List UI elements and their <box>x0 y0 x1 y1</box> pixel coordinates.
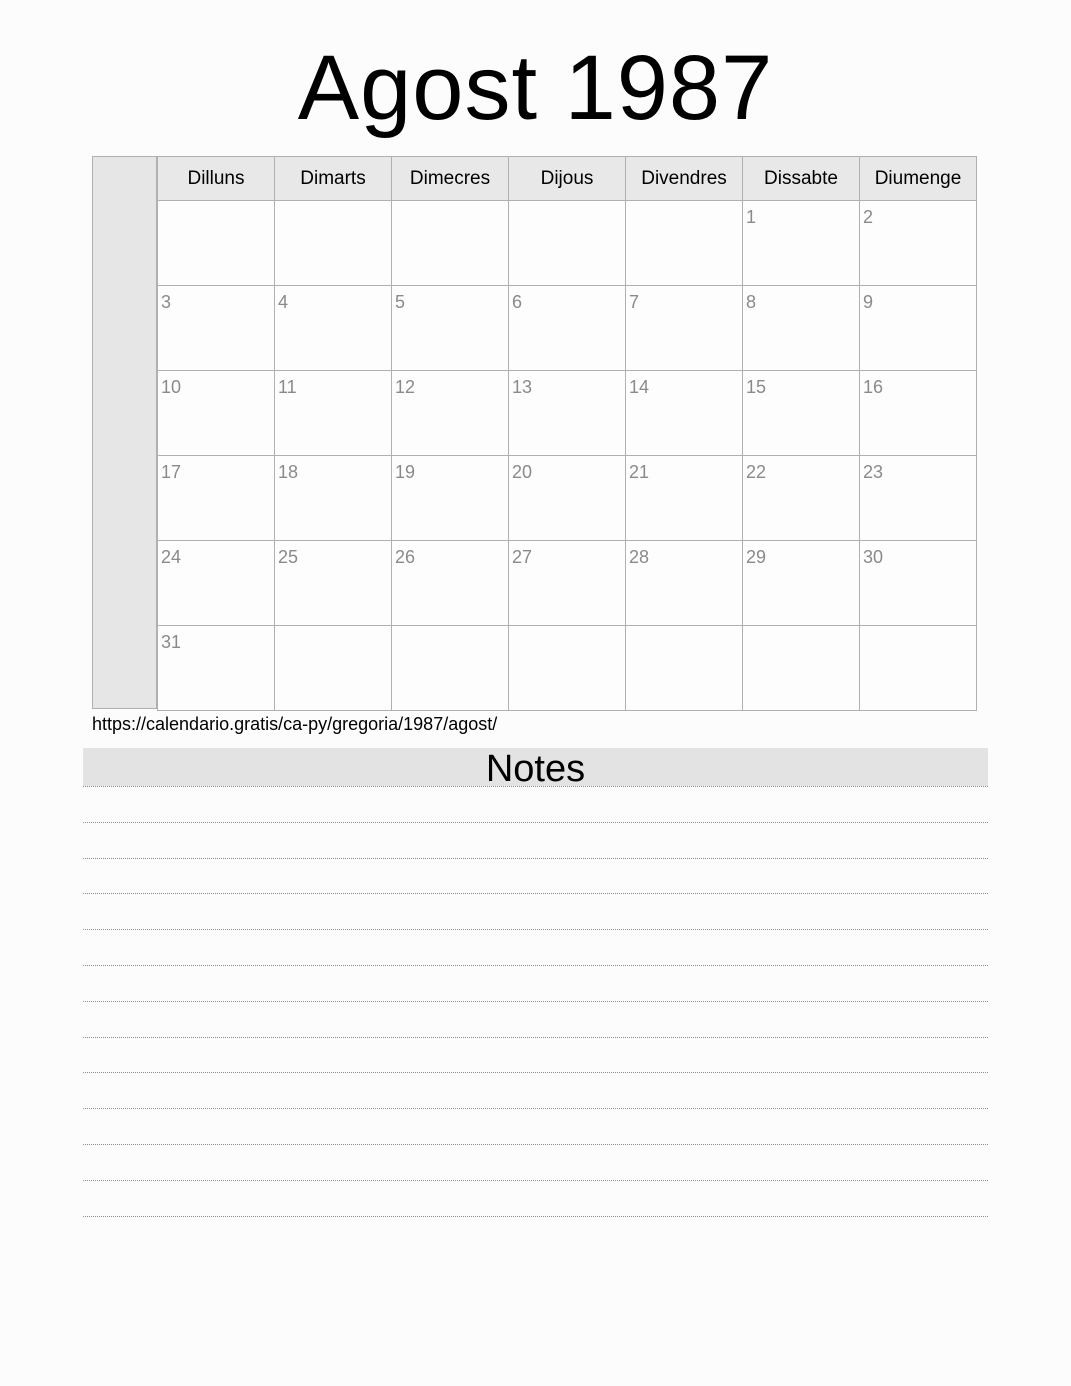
day-cell <box>626 371 743 456</box>
day-number: 14 <box>629 377 650 397</box>
day-cell <box>509 456 626 541</box>
day-cell <box>392 626 509 711</box>
day-cell <box>509 541 626 626</box>
day-cell <box>158 626 275 711</box>
day-number: 25 <box>278 547 299 567</box>
day-cell <box>626 201 743 286</box>
day-number: 7 <box>629 292 640 312</box>
weekday-header: Dimarts <box>275 157 392 201</box>
day-cell <box>860 456 977 541</box>
day-cell <box>275 541 392 626</box>
day-cell <box>275 626 392 711</box>
day-cell <box>275 286 392 371</box>
day-number: 13 <box>512 377 533 397</box>
day-cell <box>392 371 509 456</box>
week-number-column <box>92 156 157 709</box>
note-line <box>83 822 988 823</box>
day-cell <box>275 201 392 286</box>
weekday-header: Divendres <box>626 157 743 201</box>
day-cell <box>392 201 509 286</box>
day-number: 15 <box>746 377 767 397</box>
day-cell <box>158 371 275 456</box>
day-number: 12 <box>395 377 416 397</box>
day-number: 18 <box>278 462 299 482</box>
note-line <box>83 1144 988 1145</box>
day-cell <box>743 371 860 456</box>
day-number: 24 <box>161 547 182 567</box>
notes-header <box>83 748 988 790</box>
day-cell <box>509 286 626 371</box>
day-cell <box>743 541 860 626</box>
day-number <box>743 626 859 631</box>
week-row <box>158 286 977 371</box>
note-line <box>83 1037 988 1038</box>
day-cell <box>158 286 275 371</box>
day-number: 6 <box>512 292 523 312</box>
note-line <box>83 858 988 859</box>
day-number: 5 <box>395 292 406 312</box>
note-line <box>83 1001 988 1002</box>
day-number <box>509 626 625 631</box>
day-number <box>860 626 976 631</box>
week-row <box>158 456 977 541</box>
day-number: 16 <box>863 377 884 397</box>
note-line <box>83 1216 988 1217</box>
day-number <box>509 201 625 206</box>
note-line <box>83 1072 988 1073</box>
day-cell <box>158 541 275 626</box>
week-row <box>158 371 977 456</box>
day-cell <box>743 201 860 286</box>
day-cell <box>509 371 626 456</box>
day-number: 1 <box>746 207 757 227</box>
day-number: 17 <box>161 462 182 482</box>
day-cell <box>860 541 977 626</box>
weekday-header: Dissabte <box>743 157 860 201</box>
note-line <box>83 929 988 930</box>
day-number: 2 <box>863 207 874 227</box>
day-cell <box>275 456 392 541</box>
day-number: 10 <box>161 377 182 397</box>
day-cell <box>626 626 743 711</box>
day-cell <box>509 626 626 711</box>
day-number <box>392 201 508 206</box>
week-row <box>158 201 977 286</box>
day-number: 22 <box>746 462 767 482</box>
day-cell <box>860 286 977 371</box>
day-cell <box>626 286 743 371</box>
day-number: 19 <box>395 462 416 482</box>
weekday-header: Diumenge <box>860 157 977 201</box>
note-line <box>83 965 988 966</box>
day-number: 27 <box>512 547 533 567</box>
weekday-header-row <box>158 157 977 201</box>
note-line <box>83 1180 988 1181</box>
day-number: 31 <box>161 632 182 652</box>
day-cell <box>860 201 977 286</box>
day-number <box>626 626 742 631</box>
note-line <box>83 786 988 787</box>
day-cell <box>392 456 509 541</box>
day-number <box>392 626 508 631</box>
day-number: 3 <box>161 292 172 312</box>
day-cell <box>275 371 392 456</box>
day-number <box>626 201 742 206</box>
day-cell <box>158 201 275 286</box>
day-cell <box>626 456 743 541</box>
day-number: 28 <box>629 547 650 567</box>
calendar-grid <box>92 156 977 710</box>
notes-title: Notes <box>485 748 586 790</box>
calendar-table <box>157 156 977 711</box>
note-line <box>83 1108 988 1109</box>
note-line <box>83 893 988 894</box>
day-cell <box>860 371 977 456</box>
weekday-header: Dijous <box>509 157 626 201</box>
day-cell <box>743 286 860 371</box>
week-row <box>158 541 977 626</box>
day-cell <box>743 456 860 541</box>
day-cell <box>626 541 743 626</box>
weekday-header: Dilluns <box>158 157 275 201</box>
day-cell <box>392 541 509 626</box>
day-number: 26 <box>395 547 416 567</box>
week-row <box>158 626 977 711</box>
weekday-header: Dimecres <box>392 157 509 201</box>
day-cell <box>509 201 626 286</box>
day-cell <box>743 626 860 711</box>
day-number: 9 <box>863 292 874 312</box>
day-number <box>275 201 391 206</box>
day-number: 4 <box>278 292 289 312</box>
day-number: 8 <box>746 292 757 312</box>
day-cell <box>392 286 509 371</box>
day-number: 30 <box>863 547 884 567</box>
day-number: 20 <box>512 462 533 482</box>
source-url: https://calendario.gratis/ca-py/gregoria/1987/agost/ <box>92 714 498 734</box>
day-number: 11 <box>278 377 297 397</box>
calendar-title: Agost 1987 <box>297 37 774 139</box>
day-number <box>158 201 274 206</box>
day-cell <box>158 456 275 541</box>
day-number: 21 <box>629 462 650 482</box>
day-cell <box>860 626 977 711</box>
day-number: 29 <box>746 547 767 567</box>
day-number <box>275 626 391 631</box>
day-number: 23 <box>863 462 884 482</box>
